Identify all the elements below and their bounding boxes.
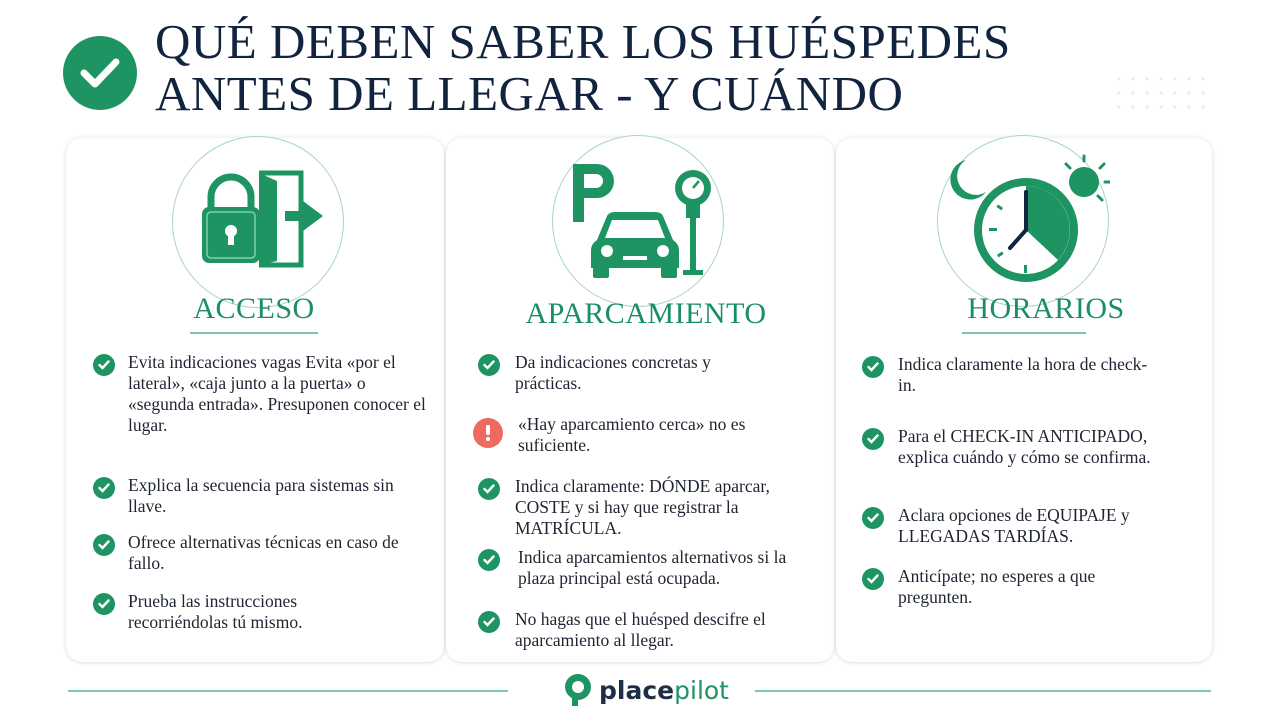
logo-text-place: place bbox=[599, 675, 675, 705]
list-item-text: Indica claramente: DÓNDE aparcar, COSTE y si hay que registrar la MATRÍCULA. bbox=[515, 476, 770, 538]
list-item bbox=[93, 352, 433, 436]
check-icon bbox=[93, 534, 115, 556]
map-pin-icon bbox=[563, 672, 593, 708]
check-icon bbox=[862, 507, 884, 529]
list-item bbox=[862, 354, 1202, 396]
check-icon bbox=[93, 354, 115, 376]
check-icon bbox=[862, 356, 884, 378]
header-check-icon bbox=[63, 36, 137, 110]
list-item-text: Ofrece alternativas técnicas en caso de fallo. bbox=[128, 532, 399, 573]
list-item-text: «Hay aparcamiento cerca» no es suficiente. bbox=[518, 414, 746, 455]
list-item bbox=[862, 566, 1202, 608]
list-item-text: Aclara opciones de EQUIPAJE y LLEGADAS TARDÍAS. bbox=[898, 505, 1130, 546]
title-line-1: QUÉ DEBEN SABER LOS HUÉSPEDES bbox=[155, 14, 1011, 69]
list-item bbox=[478, 476, 818, 539]
page-title bbox=[155, 16, 1155, 120]
list-item bbox=[473, 414, 818, 456]
warning-icon bbox=[473, 418, 503, 448]
list-item-text: Prueba las instrucciones recorriéndolas tú mismo. bbox=[128, 591, 303, 632]
list-item bbox=[478, 609, 823, 651]
check-icon bbox=[478, 478, 500, 500]
list-item-text: Indica aparcamientos alternativos si la plaza principal está ocupada. bbox=[518, 547, 787, 588]
title-underline bbox=[962, 332, 1086, 334]
check-icon bbox=[93, 477, 115, 499]
list-item-text: Explica la secuencia para sistemas sin llave. bbox=[128, 475, 394, 516]
clock-moon-sun-icon bbox=[937, 135, 1109, 307]
card-title-horarios: HORARIOS bbox=[967, 292, 1125, 325]
check-icon bbox=[93, 593, 115, 615]
list-item-text: Para el CHECK-IN ANTICIPADO, explica cuándo y cómo se confirma. bbox=[898, 426, 1151, 467]
list-item-text: Anticípate; no esperes a que pregunten. bbox=[898, 566, 1096, 607]
check-icon bbox=[478, 611, 500, 633]
brand-logo bbox=[563, 672, 729, 708]
title-line-2: ANTES DE LLEGAR - Y CUÁNDO bbox=[155, 66, 904, 121]
check-icon bbox=[478, 354, 500, 376]
decorative-dots bbox=[1112, 72, 1212, 116]
list-item-text: Indica claramente la hora de check-in. bbox=[898, 354, 1148, 395]
check-icon bbox=[862, 568, 884, 590]
check-icon bbox=[478, 549, 500, 571]
card-title-acceso: ACCESO bbox=[193, 292, 315, 325]
card-title-aparcamiento: APARCAMIENTO bbox=[525, 297, 767, 330]
logo-text bbox=[599, 676, 729, 705]
list-item bbox=[93, 591, 433, 633]
footer-divider-right bbox=[755, 690, 1211, 692]
list-item-text: No hagas que el huésped descifre el aparcamiento al llegar. bbox=[515, 609, 766, 650]
lock-door-exit-icon bbox=[172, 136, 344, 308]
list-item bbox=[862, 426, 1202, 468]
list-item bbox=[862, 505, 1202, 547]
check-icon bbox=[862, 428, 884, 450]
logo-text-pilot: pilot bbox=[674, 675, 729, 705]
list-item-text: Da indicaciones concretas y prácticas. bbox=[515, 352, 711, 393]
list-item-text: Evita indicaciones vagas Evita «por el lateral», «caja junto a la puerta» o «segunda entrada». Presuponen conocer el lugar. bbox=[128, 352, 426, 435]
list-item bbox=[478, 547, 823, 589]
list-item bbox=[93, 475, 433, 517]
title-underline bbox=[190, 332, 318, 334]
list-item bbox=[478, 352, 818, 394]
footer-divider-left bbox=[68, 690, 508, 692]
list-item bbox=[93, 532, 433, 574]
parking-car-meter-icon bbox=[552, 135, 724, 307]
